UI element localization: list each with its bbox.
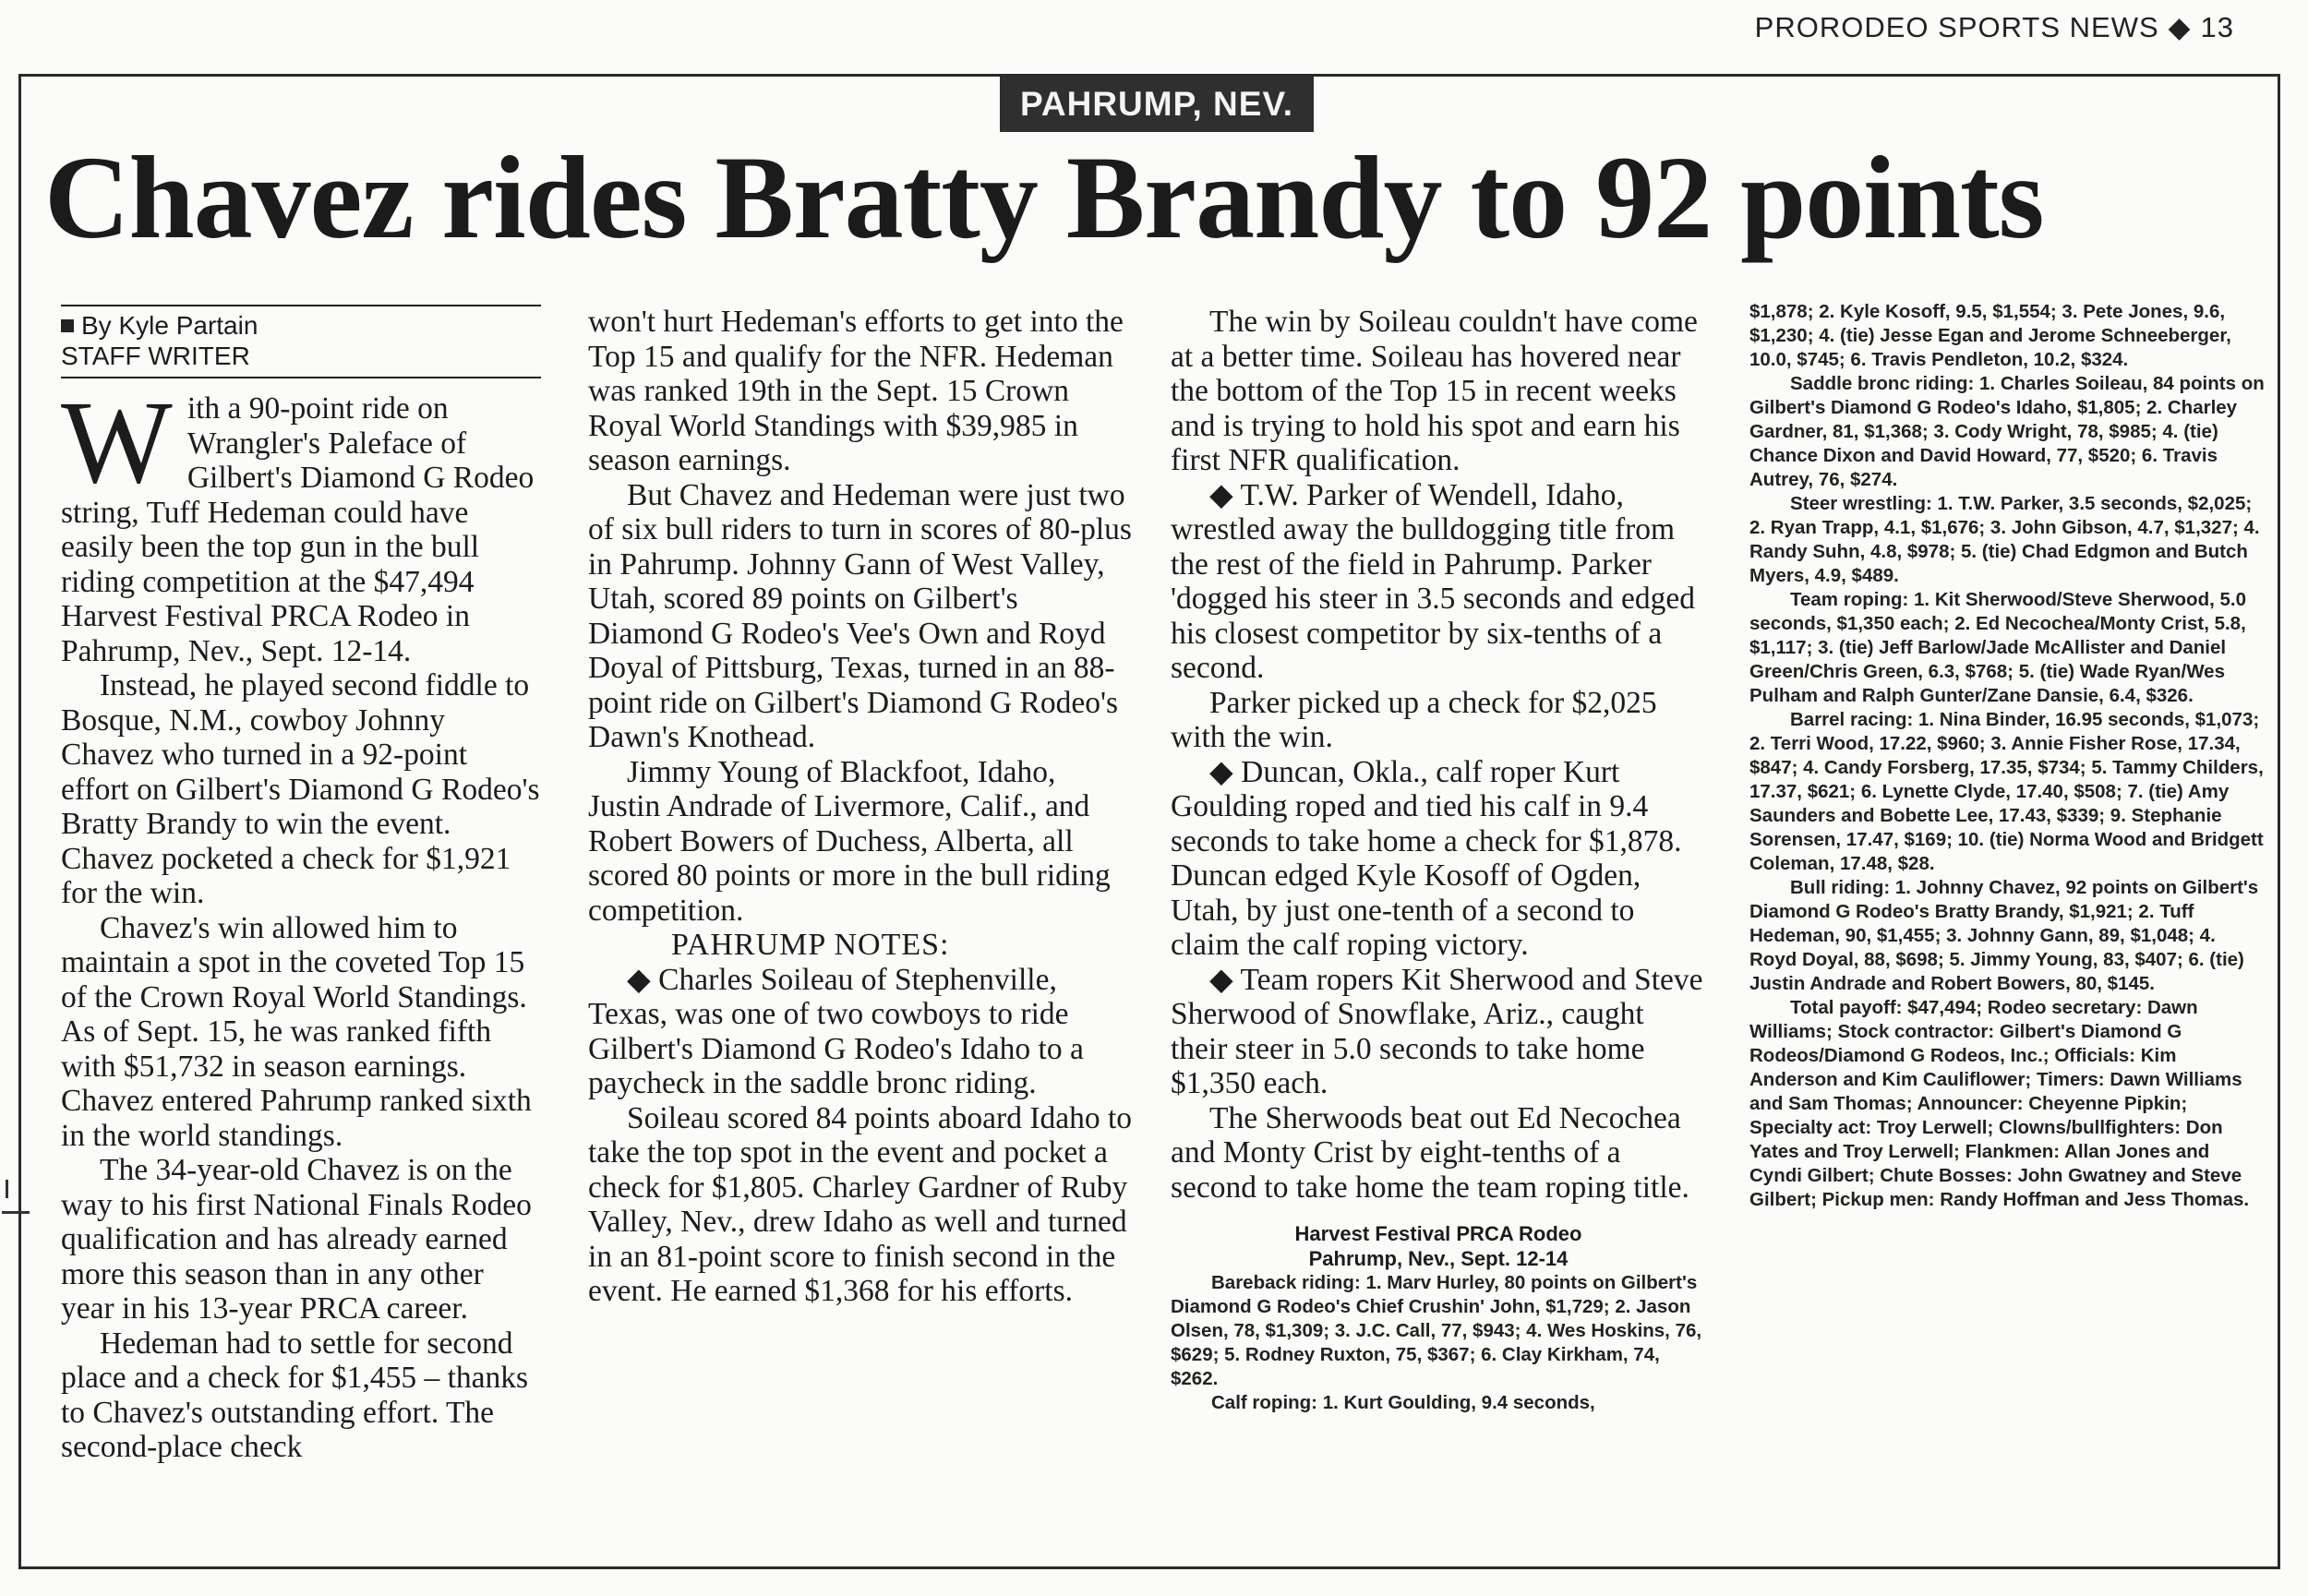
results-heading — [1171, 1221, 1706, 1271]
results-saddle-bronc: Saddle bronc riding: 1. Charles Soileau, 84 points on Gilbert's Diamond G Rodeo's Idaho, $1,805; 2. Charley Gardner, 81, $1,368; 3. Cody Wright, 78, $985; 4. (tie) Chance Dixon and David Howard, 77, $520; 6. Travis Autrey, 76, $274. — [1749, 373, 2265, 490]
paragraph: won't hurt Hedeman's efforts to get into the Top 15 and qualify for the NFR. Hedeman was ranked 19th in the Sept. 15 Crown Royal World Standings with $39,985 in season earnings. — [588, 305, 1124, 477]
page-header — [1755, 11, 2234, 44]
paragraph: ◆ Duncan, Okla., calf roper Kurt Goulding roped and tied his calf in 9.4 seconds to take home a check for $1,878. Duncan edged Kyle Kosoff of Ogden, Utah, by just one-tenth of a second to claim the calf roping victory. — [1171, 754, 1682, 962]
paragraph: ◆ Team ropers Kit Sherwood and Steve Sherwood of Snowflake, Ariz., caught their steer in 5.0 seconds to take home $1,350 each. — [1171, 962, 1703, 1100]
article-column-1 — [61, 305, 541, 1465]
paragraph: Instead, he played second fiddle to Bosque, N.M., cowboy Johnny Chavez who turned in a 92-point effort on Gilbert's Diamond G Rodeo's Bratty Brandy to win the event. Chavez pocketed a check for $1,921 for the win. — [61, 668, 540, 910]
byline-role: STAFF WRITER — [61, 342, 250, 370]
paragraph: The 34-year-old Chavez is on the way to his first National Finals Rodeo qualification and has already earned more this season than in any other year in his 13-year PRCA career. — [61, 1153, 532, 1326]
results-title: Harvest Festival PRCA Rodeo — [1294, 1222, 1582, 1245]
results-steer-wrestling: Steer wrestling: 1. T.W. Parker, 3.5 seconds, $2,025; 2. Ryan Trapp, 4.1, $1,676; 3. John Gibson, 4.7, $1,327; 4. Randy Suhn, 4.8, $978; 5. (tie) Chad Edgmon and Butch Myers, 4.9, $489. — [1749, 493, 2260, 586]
results-calf-roping: Calf roping: 1. Kurt Goulding, 9.4 seconds, — [1211, 1392, 1595, 1413]
results-barrel-racing: Barrel racing: 1. Nina Binder, 16.95 seconds, $1,073; 2. Terri Wood, 17.22, $960; 3. Annie Fisher Rose, 17.34, $847; 4. Candy Forsberg, 17.35, $734; 5. Tammy Childers, 17.37, $621; 6. Lynette Clyde, 17.40, $508; 7. (tie) Amy Saunders and Bobette Lee, 17.43, $339; 9. Stephanie Sorensen, 17.47, $169; 10. (tie) Norma Wood and Bridgett Coleman, 17.48, $28. — [1749, 709, 2264, 874]
paragraph: Jimmy Young of Blackfoot, Idaho, Justin Andrade of Livermore, Calif., and Robert Bowers of Duchess, Alberta, all scored 80 points or more in the bull riding competition. — [588, 754, 1111, 928]
paragraph: But Chavez and Hedeman were just two of six bull riders to turn in scores of 80-plus in Pahrump. Johnny Gann of West Valley, Utah, scored 89 points on Gilbert's Diamond G Rodeo's Vee's Own and Royd Doyal of Pittsburg, Texas, turned in an 88-point ride on Gilbert's Diamond G Rodeo's Dawn's Knothead. — [588, 477, 1132, 754]
paragraph: ◆ Charles Soileau of Stephenville, Texas, was one of two cowboys to ride Gilbert's Diamond G Rodeo's Idaho to a paycheck in the saddle bronc riding. — [588, 962, 1084, 1100]
paragraph: Soileau scored 84 points aboard Idaho to take the top spot in the event and pocket a check for $1,805. Charley Gardner of Ruby Valley, Nev., drew Idaho as well and turned in an 81-point score to finish second in the event. He earned $1,368 for his efforts. — [588, 1100, 1133, 1308]
paragraph: Chavez's win allowed him to maintain a spot in the coveted Top 15 of the Crown Royal World Standings. As of Sept. 15, he was ranked fifth with $51,732 in season earnings. Chavez entered Pahrump ranked sixth in the world standings. — [61, 910, 532, 1153]
page-number: 13 — [2200, 11, 2234, 43]
byline — [61, 305, 541, 378]
results-block — [1171, 1271, 1706, 1415]
article-column-2 — [588, 305, 1133, 1309]
results-subtitle: Pahrump, Nev., Sept. 12-14 — [1308, 1247, 1569, 1270]
results-bull-riding: Bull riding: 1. Johnny Chavez, 92 points on Gilbert's Diamond G Rodeo's Bratty Brandy, $1,921; 2. Tuff Hedeman, 90, $1,455; 3. Johnny Gann, 89, $1,048; 4. Royd Doyal, 88, $698; 5. Jimmy Young, 83, $407; 6. (tie) Justin Andrade and Robert Bowers, 80, $145. — [1749, 877, 2259, 994]
results-bareback: Bareback riding: 1. Marv Hurley, 80 points on Gilbert's Diamond G Rodeo's Chief Crushin' John, $1,729; 2. Jason Olsen, 78, $1,309; 3. J.C. Call, 77, $943; 4. Wes Hoskins, 76, $629; 5. Rodney Ruxton, 75, $367; 6. Clay Kirkham, 74, $262. — [1171, 1272, 1702, 1389]
results-team-roping: Team roping: 1. Kit Sherwood/Steve Sherwood, 5.0 seconds, $1,350 each; 2. Ed Necochea/Monty Crist, 5.8, $1,117; 3. (tie) Jeff Barlow/Jade McAllister and Daniel Green/Chris Green, 6.3, $768; 5. (tie) Wade Ryan/Wes Pulham and Ralph Gunter/Zane Dansie, 6.4, $326. — [1749, 589, 2246, 706]
paragraph: The Sherwoods beat out Ed Necochea and Monty Crist by eight-tenths of a second to take home the team roping title. — [1171, 1100, 1689, 1205]
drop-cap: W — [61, 377, 173, 508]
paragraph: Parker picked up a check for $2,025 with the win. — [1171, 685, 1657, 754]
margin-mark — [6, 1180, 8, 1198]
square-bullet-icon — [61, 319, 74, 332]
lead-paragraph: With a 90-point ride on Wrangler's Paleface of Gilbert's Diamond G Rodeo string, Tuff Hedeman could have easily been the top gun in the bull riding competition at the $47,494 Harvest Festival PRCA Rodeo in Pahrump, Nev., Sept. 12-14. — [61, 377, 535, 668]
results-column — [1749, 300, 2266, 1212]
byline-author: By Kyle Partain — [81, 311, 258, 340]
paragraph: ◆ T.W. Parker of Wendell, Idaho, wrestled away the bulldogging title from the rest of the field in Pahrump. Parker 'dogged his steer in 3.5 seconds and edged his closest competitor by six-tenths of a second. — [1171, 477, 1695, 685]
margin-mark — [2, 1211, 30, 1214]
notes-heading: PAHRUMP NOTES: — [671, 928, 950, 962]
paragraph: The win by Soileau couldn't have come at a better time. Soileau has hovered near the bottom of the Top 15 in recent weeks and is trying to hold his spot and earn his first NFR qualification. — [1171, 305, 1698, 477]
publication-name: PRORODEO SPORTS NEWS — [1754, 11, 2159, 43]
article-column-3 — [1171, 305, 1706, 1415]
dateline-kicker: PAHRUMP, NEV. — [1000, 77, 1314, 132]
results-credits: Total payoff: $47,494; Rodeo secretary: Dawn Williams; Stock contractor: Gilbert's Diamond G Rodeos/Diamond G Rodeos, Inc.; Officials: Kim Anderson and Kim Cauliflower; Timers: Dawn Williams and Sam Thomas; Announcer: Cheyenne Pipkin; Specialty act: Troy Lerwell; Clowns/bullfighters: Don Yates and Troy Lerwell; Flankmen: Allan Jones and Cyndi Gilbert; Chute Bosses: John Gwatney and Steve Gilbert; Pickup men: Randy Hoffman and Jess Thomas. — [1749, 997, 2250, 1210]
paragraph: Hedeman had to settle for second place and a check for $1,455 – thanks to Chavez's outstanding effort. The second-place check — [61, 1326, 529, 1464]
results-calf-roping-cont: $1,878; 2. Kyle Kosoff, 9.5, $1,554; 3. Pete Jones, 9.6, $1,230; 4. (tie) Jesse Egan and Jerome Schneeberger, 10.0, $745; 6. Travis Pendleton, 10.2, $324. — [1749, 301, 2231, 370]
diamond-separator: ◆ — [2168, 11, 2192, 43]
headline: Chavez rides Bratty Brandy to 92 points — [44, 132, 2044, 263]
